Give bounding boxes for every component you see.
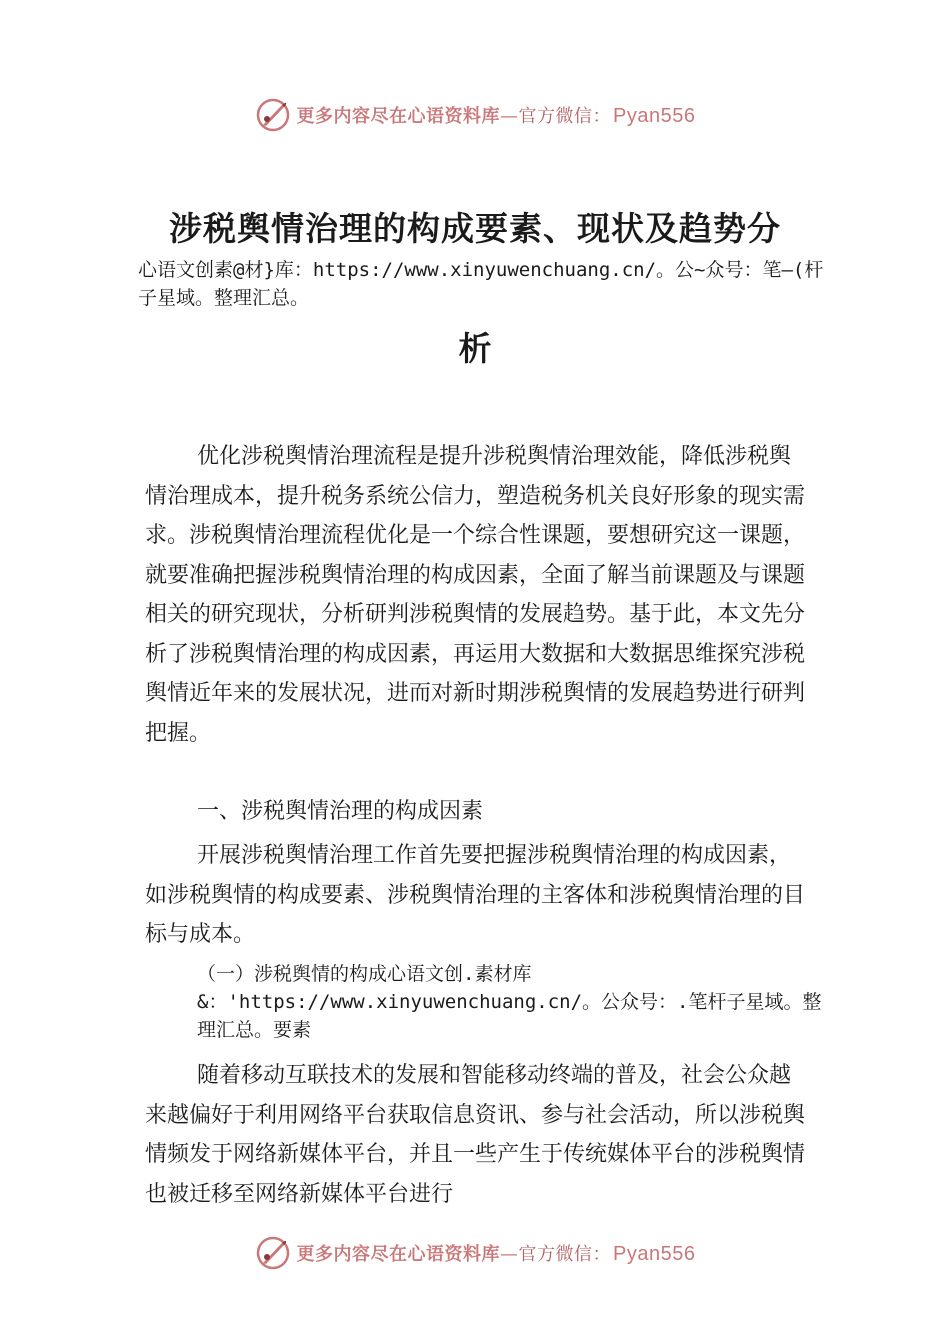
subsection-heading: （一）涉税舆情的构成心语文创.素材库&：'https://www.xinyuwenchuang.cn/。公众号：.笔杆子星域。整理汇总。要素 [197, 963, 822, 1041]
wechat-account: Pyan556 [613, 1243, 696, 1265]
page-title: 涉税舆情治理的构成要素、现状及趋势分 [169, 209, 781, 248]
footer-banner [0, 1233, 950, 1273]
wechat-account: Pyan556 [613, 105, 696, 127]
header-banner [0, 95, 950, 135]
quill-seal-icon [255, 1235, 291, 1271]
watermark-line: 心语文创素@材}库：https://www.xinyuwenchuang.cn/。公~众号：笔—(杆子星域。整理汇总。 [138, 259, 824, 309]
section-heading: 一、涉税舆情治理的构成因素 [197, 799, 484, 824]
banner-text: 更多内容尽在心语资料库—官方微信： Pyan556 [296, 1243, 696, 1265]
intro-paragraph: 优化涉税舆情治理流程是提升涉税舆情治理效能，降低涉税舆情治理成本，提升税务系统公信力，塑造税务机关良好形象的现实需求。涉税舆情治理流程优化是一个综合性课题，要想研究这一课题，就要准确把握涉税舆情治理的构成因素，全面了解当前课题及与课题相关的研究现状，分析研判涉税舆情的发展趋势。基于此，本文先分析了涉税舆情治理的构成因素，再运用大数据和大数据思维探究涉税舆情近年来的发展状况，进而对新时期涉税舆情的发展趋势进行研判把握。 [145, 444, 806, 746]
subsection-paragraph: 随着移动互联技术的发展和智能移动终端的普及，社会公众越来越偏好于利用网络平台获取信息资讯、参与社会活动，所以涉税舆情频发于网络新媒体平台，并且一些产生于传统媒体平台的涉税舆情也被迁移至网络新媒体平台进行 [145, 1063, 806, 1207]
quill-seal-icon [255, 97, 291, 133]
page-title-continuation: 析 [458, 329, 492, 368]
section-paragraph: 开展涉税舆情治理工作首先要把握涉税舆情治理的构成因素，如涉税舆情的构成要素、涉税舆情治理的主客体和涉税舆情治理的目标与成本。 [145, 843, 806, 947]
banner-text: 更多内容尽在心语资料库—官方微信： Pyan556 [296, 105, 696, 127]
